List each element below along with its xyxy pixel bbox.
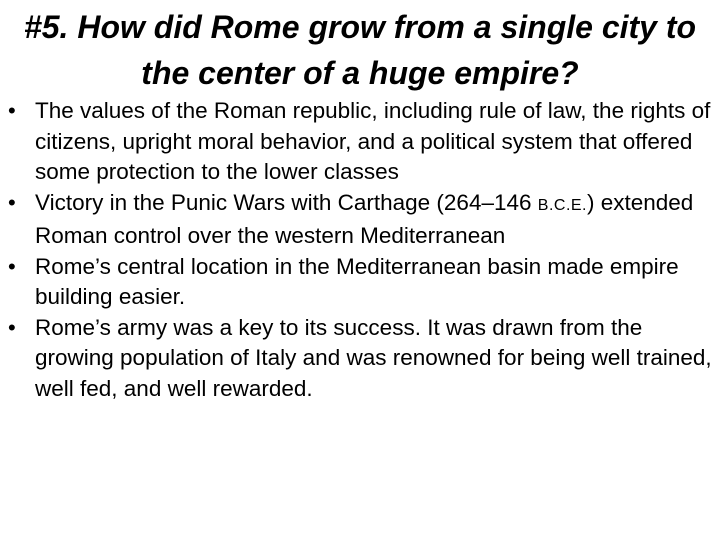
bullet-dot-icon: • — [8, 189, 16, 215]
bullet-text: The values of the Roman republic, including rule of law, the rights of citizens, upright moral behavior, and a political system that offered some protection to the lower classes — [35, 98, 711, 184]
bullet-item — [8, 188, 714, 252]
bullet-dot-icon: • — [8, 253, 16, 279]
bullet-text-before: Victory in the Punic Wars with Carthage (264–146 — [35, 189, 538, 215]
bullet-list — [8, 96, 714, 404]
bullet-text-after: ) extended Roman control over the western Mediterranean — [35, 189, 694, 248]
era-label: B.C.E. — [537, 196, 587, 214]
bullet-dot-icon: • — [8, 98, 16, 123]
bullet-dot-icon: • — [8, 314, 16, 340]
bullet-item — [8, 252, 714, 313]
bullet-text: Rome’s central location in the Mediterranean basin made empire building easier. — [35, 253, 679, 309]
bullet-item — [8, 313, 714, 405]
bullet-text — [35, 188, 714, 252]
bullet-item — [8, 96, 714, 188]
bullet-text: Rome’s army was a key to its success. It was drawn from the growing population of Italy and was renowned for being well trained, well fed, and well rewarded. — [35, 314, 712, 401]
slide-title: #5. How did Rome grow from a single city to the center of a huge empire? — [23, 9, 697, 91]
